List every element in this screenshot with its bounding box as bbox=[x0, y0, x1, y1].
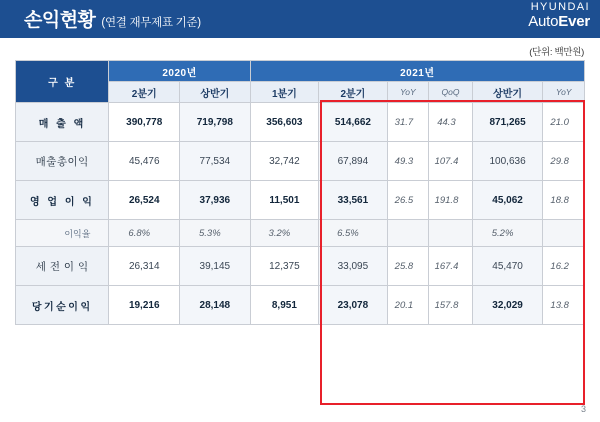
cell-revenue-2021-h1: 871,265 bbox=[472, 103, 543, 142]
cell-net-income-2021-h1-yoy: 13.8 bbox=[543, 286, 585, 325]
table-row bbox=[16, 142, 585, 181]
table-header-2021-q1: 1분기 bbox=[250, 82, 319, 103]
table-header-2020-q2: 2분기 bbox=[109, 82, 180, 103]
table-row bbox=[16, 181, 585, 220]
financial-table bbox=[15, 60, 585, 325]
unit-note: (단위: 백만원) bbox=[529, 47, 584, 58]
row-label-net-income: 당기순이익 bbox=[16, 286, 109, 325]
cell-pretax-profit-2020-q2: 26,314 bbox=[109, 247, 180, 286]
table-header-row-year bbox=[16, 61, 585, 82]
row-label-gross-profit: 매출총이익 bbox=[16, 142, 109, 181]
cell-gross-profit-2021-h1-yoy: 29.8 bbox=[543, 142, 585, 181]
cell-pretax-profit-2021-h1: 45,470 bbox=[472, 247, 543, 286]
cell-margin-2020-q2: 6.8% bbox=[109, 220, 180, 247]
cell-operating-profit-2020-h1: 37,936 bbox=[180, 181, 251, 220]
cell-net-income-2021-q2-yoy: 20.1 bbox=[387, 286, 429, 325]
page-title-main: 손익현황 bbox=[24, 10, 96, 31]
table-row bbox=[16, 103, 585, 142]
cell-operating-profit-2020-q2: 26,524 bbox=[109, 181, 180, 220]
cell-gross-profit-2021-q1: 32,742 bbox=[250, 142, 319, 181]
cell-revenue-2021-q2-qoq: 44.3 bbox=[429, 103, 473, 142]
cell-revenue-2021-q1: 356,603 bbox=[250, 103, 319, 142]
cell-net-income-2021-q2: 23,078 bbox=[319, 286, 388, 325]
cell-revenue-2021-q2: 514,662 bbox=[319, 103, 388, 142]
cell-margin-2021-h1-yoy bbox=[543, 220, 585, 247]
page-title bbox=[24, 5, 201, 32]
cell-gross-profit-2020-q2: 45,476 bbox=[109, 142, 180, 181]
table-row bbox=[16, 220, 585, 247]
table-header-2021-q2-yoy: YoY bbox=[387, 82, 429, 103]
cell-revenue-2020-q2: 390,778 bbox=[109, 103, 180, 142]
table-header-year-2021: 2021년 bbox=[250, 61, 584, 82]
cell-margin-2021-q2-yoy bbox=[387, 220, 429, 247]
page-number: 3 bbox=[580, 404, 586, 414]
table-row bbox=[16, 247, 585, 286]
cell-margin-2021-q1: 3.2% bbox=[250, 220, 319, 247]
cell-operating-profit-2021-q2-qoq: 191.8 bbox=[429, 181, 473, 220]
cell-revenue-2021-q2-yoy: 31.7 bbox=[387, 103, 429, 142]
table-header-2021-h1-yoy: YoY bbox=[543, 82, 585, 103]
row-label-revenue: 매 출 액 bbox=[16, 103, 109, 142]
cell-operating-profit-2021-q2: 33,561 bbox=[319, 181, 388, 220]
cell-margin-2021-h1: 5.2% bbox=[472, 220, 543, 247]
cell-pretax-profit-2021-q1: 12,375 bbox=[250, 247, 319, 286]
table-header-2021-q2: 2분기 bbox=[319, 82, 388, 103]
cell-pretax-profit-2021-h1-yoy: 16.2 bbox=[543, 247, 585, 286]
cell-net-income-2021-h1: 32,029 bbox=[472, 286, 543, 325]
cell-gross-profit-2020-h1: 77,534 bbox=[180, 142, 251, 181]
cell-gross-profit-2021-q2: 67,894 bbox=[319, 142, 388, 181]
cell-revenue-2021-h1-yoy: 21.0 bbox=[543, 103, 585, 142]
table-header-year-2020: 2020년 bbox=[109, 61, 250, 82]
cell-pretax-profit-2021-q2-qoq: 167.4 bbox=[429, 247, 473, 286]
cell-revenue-2020-h1: 719,798 bbox=[180, 103, 251, 142]
row-label-margin: 이익율 bbox=[16, 220, 109, 247]
table-corner-label: 구 분 bbox=[16, 61, 109, 103]
cell-pretax-profit-2020-h1: 39,145 bbox=[180, 247, 251, 286]
cell-net-income-2021-q2-qoq: 157.8 bbox=[429, 286, 473, 325]
row-label-operating-profit: 영 업 이 익 bbox=[16, 181, 109, 220]
logo-ever-text: Ever bbox=[558, 12, 590, 30]
table-header-2021-h1: 상반기 bbox=[472, 82, 543, 103]
cell-gross-profit-2021-h1: 100,636 bbox=[472, 142, 543, 181]
cell-net-income-2021-q1: 8,951 bbox=[250, 286, 319, 325]
cell-operating-profit-2021-h1: 45,062 bbox=[472, 181, 543, 220]
cell-margin-2021-q2: 6.5% bbox=[319, 220, 388, 247]
cell-net-income-2020-q2: 19,216 bbox=[109, 286, 180, 325]
cell-operating-profit-2021-q2-yoy: 26.5 bbox=[387, 181, 429, 220]
cell-margin-2021-q2-qoq bbox=[429, 220, 473, 247]
cell-gross-profit-2021-q2-yoy: 49.3 bbox=[387, 142, 429, 181]
cell-operating-profit-2021-h1-yoy: 18.8 bbox=[543, 181, 585, 220]
cell-operating-profit-2021-q1: 11,501 bbox=[250, 181, 319, 220]
logo-autoever-text bbox=[528, 14, 590, 30]
table-row bbox=[16, 286, 585, 325]
cell-pretax-profit-2021-q2-yoy: 25.8 bbox=[387, 247, 429, 286]
cell-pretax-profit-2021-q2: 33,095 bbox=[319, 247, 388, 286]
row-label-pretax-profit: 세 전 이 익 bbox=[16, 247, 109, 286]
table-header-2021-q2-qoq: QoQ bbox=[429, 82, 473, 103]
page-title-sub: (연결 재무제표 기준) bbox=[101, 17, 201, 29]
cell-gross-profit-2021-q2-qoq: 107.4 bbox=[429, 142, 473, 181]
logo-hyundai-text: HYUNDAI bbox=[530, 1, 590, 13]
cell-net-income-2020-h1: 28,148 bbox=[180, 286, 251, 325]
cell-margin-2020-h1: 5.3% bbox=[180, 220, 251, 247]
company-logo bbox=[528, 2, 590, 29]
table-header-2020-h1: 상반기 bbox=[180, 82, 251, 103]
logo-auto-text: Auto bbox=[528, 12, 559, 30]
